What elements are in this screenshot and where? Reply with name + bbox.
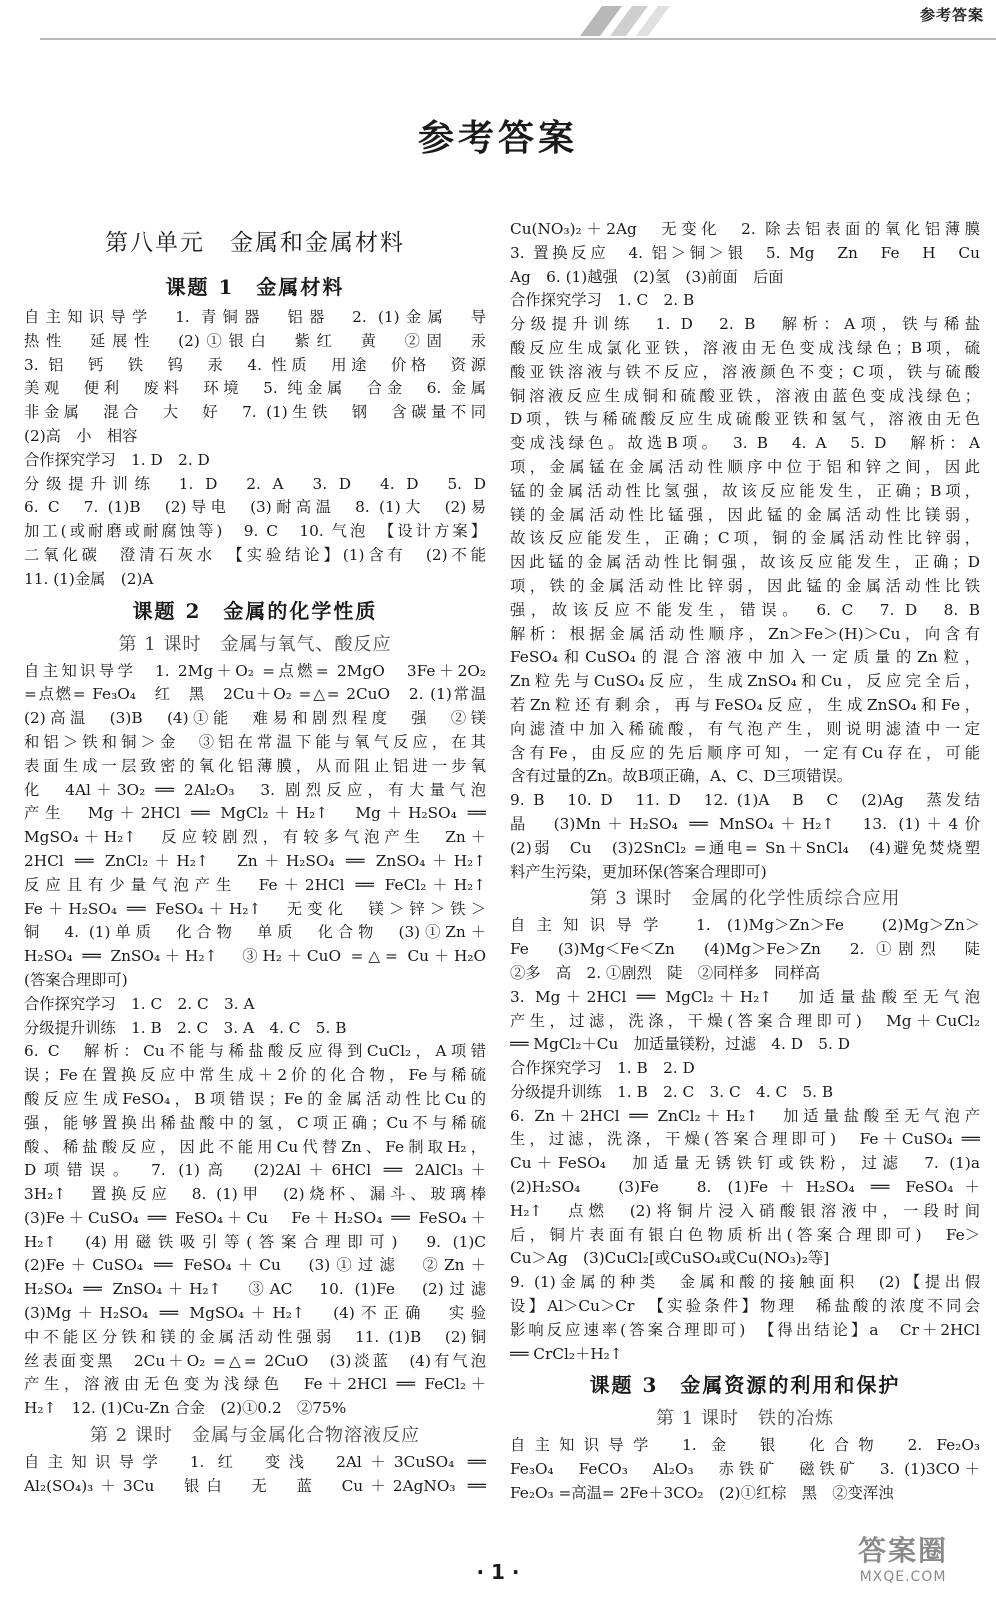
answer-line: 若Zn粒还有剩余，再与FeSO₄反应，生成ZnSO₄和Fe，: [510, 695, 980, 714]
right-column: [510, 218, 980, 1506]
answer-line: 热性 延展性 (2)①银白 紫红 黄 ②固 汞: [24, 331, 486, 350]
answer-line: (3)Mg＋H₂SO₄ ══ MgSO₄＋H₂↑ (4)不正确 实验: [24, 1304, 486, 1323]
answer-line: 酸、稀盐酸反应，因此不能用Cu代替Zn、Fe制取H₂，: [24, 1137, 486, 1156]
answer-line: 反应且有少量气泡产生 Fe＋2HCl ══ FeCl₂＋H₂↑: [24, 875, 486, 894]
answer-line: 产生，溶液由无色变为浅绿色 Fe＋2HCl ══ FeCl₂＋: [24, 1375, 486, 1394]
answer-line: 酸反应生成氯化亚铁，溶液由无色变成浅绿色；B项，硫: [510, 338, 980, 357]
answer-line: 分级提升训练 1. B 2. C 3. A 4. C 5. B: [24, 1018, 347, 1037]
answer-line: D项错误。 7. (1)高 (2)2Al＋6HCl ══ 2AlCl₃＋: [24, 1161, 486, 1180]
watermark-url: MXQE.COM: [859, 1569, 947, 1585]
answer-line: ②多 高 2. ①剧烈 陡 ②同样多 同样高: [510, 963, 821, 982]
watermark-logo-text: 答案圈: [857, 1534, 948, 1567]
answer-line: (2)H₂SO₄ (3)Fe 8. (1)Fe＋H₂SO₄ ══ FeSO₄＋: [510, 1178, 980, 1197]
answer-line: 表面生成一层致密的氧化铝薄膜，从而阻止铝进一步氧: [24, 756, 486, 775]
lesson-heading: 第 3 课时 金属的化学性质综合应用: [589, 888, 901, 910]
answer-line: 9. (1)金属的种类 金属和酸的接触面积 (2)【提出假: [510, 1273, 980, 1292]
answer-line: 误；Fe在置换反应中常生成＋2价的化合物，Fe与稀硫: [24, 1066, 486, 1085]
answer-line: H₂↑ 12. (1)Cu-Zn 合金 (2)①0.2 ②75%: [24, 1399, 347, 1418]
header-label: 参考答案: [919, 6, 984, 24]
answer-line: H₂SO₄ ══ ZnSO₄＋H₂↑ ③AC 10. (1)Fe (2)过滤: [24, 1280, 486, 1299]
answer-line: 自主知识导学 1. 金 银 化合物 2. Fe₂O₃: [510, 1436, 980, 1455]
answer-line: Fe (3)Mg＜Fe＜Zn (4)Mg＞Fe＞Zn 2. ①剧烈 陡: [510, 940, 980, 959]
answer-line: 生，过滤，洗涤，干燥(答案合理即可) Fe＋CuSO₄ ══: [510, 1130, 980, 1149]
answer-line: 自主知识导学 1. 2Mg＋O₂ =点燃= 2MgO 3Fe＋2O₂: [24, 661, 486, 680]
answer-line: 料产生污染，更加环保(答案合理即可): [510, 862, 767, 881]
answer-line: 镁的金属活动性比锰强，因此锰的金属活动性比镁弱，: [510, 505, 980, 524]
answer-line: MgSO₄＋H₂↑ 反应较剧烈，有较多气泡产生 Zn＋: [24, 828, 486, 847]
page-header: [0, 0, 996, 44]
answer-line: 自主知识导学 1. 红 变浅 2Al＋3CuSO₄ ══: [24, 1453, 486, 1472]
answer-line: (2)弱 Cu (3)2SnCl₂ =通电= Sn＋SnCl₄ (4)避免焚烧塑: [510, 838, 980, 857]
answer-line: ══ CrCl₂＋H₂↑: [510, 1344, 623, 1363]
answer-line: ══ MgCl₂＋Cu 加适量镁粉，过滤 4. D 5. D: [510, 1035, 851, 1054]
topic-heading: 课题 1 金属材料: [165, 275, 345, 299]
answer-line: 3. Mg＋2HCl ══ MgCl₂＋H₂↑ 加适量盐酸至无气泡: [510, 987, 980, 1006]
answer-line: 含有Fe，由反应的先后顺序可知，一定有Cu存在，可能: [510, 743, 980, 762]
answer-line: 解析：根据金属活动性顺序，Zn＞Fe＞(H)＞Cu，向含有: [510, 624, 980, 643]
answer-line: 分级提升训练 1. B 2. C 3. C 4. C 5. B: [510, 1082, 834, 1101]
answer-line: 酸反应生成FeSO₄，B项错误；Fe的金属活动性比Cu的: [24, 1089, 486, 1108]
answer-line: 因此锰的金属活动性比铜强，故该反应能发生，正确；D: [510, 553, 980, 572]
answer-line: Zn粒先与CuSO₄反应，生成ZnSO₄和Cu，反应完全后，: [510, 672, 980, 691]
answer-line: D项，铁与稀硫酸反应生成硫酸亚铁和氢气，溶液由无色: [510, 410, 980, 429]
answer-line: (2)高温 (3)B (4)①能 难易和剧烈程度 强 ②镁: [24, 709, 486, 728]
answer-line: 3. 置换反应 4. 铝＞铜＞银 5. Mg Zn Fe H Cu: [510, 243, 980, 262]
answer-line: 合作探究学习 1. D 2. D: [24, 450, 210, 469]
answer-line: 合作探究学习 1. B 2. D: [510, 1059, 695, 1078]
answer-line: 二氧化碳 澄清石灰水 【实验结论】(1)含有 (2)不能: [24, 545, 486, 564]
answer-line: (2)Fe＋CuSO₄ ══ FeSO₄＋Cu (3)①过滤 ②Zn＋: [24, 1256, 486, 1275]
answer-line: Ag 6. (1)越强 (2)氢 (3)前面 后面: [510, 267, 784, 286]
answer-line: Fe₂O₃ =高温= 2Fe＋3CO₂ (2)①红棕 黑 ②变浑浊: [510, 1484, 894, 1503]
answer-line: H₂↑ (4)用磁铁吸引等(答案合理即可) 9. (1)C: [24, 1232, 486, 1251]
answer-line: 加工(或耐磨或耐腐蚀等) 9. C 10. 气泡 【设计方案】: [24, 522, 486, 541]
answer-line: 后，铜片表面有银白色物质析出(答案合理即可) Fe＞: [510, 1225, 980, 1244]
answer-line: 6. C 解析：Cu不能与稀盐酸反应得到CuCl₂，A项错: [24, 1042, 486, 1061]
answer-line: 合作探究学习 1. C 2. C 3. A: [24, 994, 255, 1013]
answer-line: 中不能区分铁和镁的金属活动性强弱 11. (1)B (2)铜: [24, 1327, 486, 1346]
answer-line: 合作探究学习 1. C 2. B: [510, 291, 695, 310]
answer-line: 含有过量的Zn。故B项正确，A、C、D三项错误。: [510, 767, 853, 786]
answer-line: 11. (1)金属 (2)A: [24, 569, 154, 588]
answer-line: (答案合理即可): [24, 970, 128, 989]
answer-line: 丝表面变黑 2Cu＋O₂ =△= 2CuO (3)淡蓝 (4)有气泡: [24, 1351, 486, 1370]
answer-line: H₂SO₄ ══ ZnSO₄＋H₂↑ ③H₂＋CuO =△= Cu＋H₂O: [24, 947, 486, 966]
answer-line: 锰的金属活动性比氢强，故该反应能发生，正确；B项，: [510, 481, 980, 500]
answer-line: 3. 铝 钙 铁 钨 汞 4. 性质 用途 价格 资源: [24, 355, 486, 374]
site-watermark: [828, 1534, 978, 1592]
answer-line: (2)高 小 相容: [24, 426, 138, 445]
answer-line: 铜溶液反应生成铜和硫酸亚铁，溶液由蓝色变成浅绿色；: [510, 386, 980, 405]
answer-line: 强，能够置换出稀盐酸中的氢，C项正确；Cu不与稀硫: [24, 1113, 486, 1132]
answer-line: 2HCl ══ ZnCl₂＋H₂↑ Zn＋H₂SO₄ ══ ZnSO₄＋H₂↑: [24, 851, 486, 870]
answer-line: 3H₂↑ 置换反应 8. (1)甲 (2)烧杯、漏斗、玻璃棒: [24, 1185, 486, 1204]
topic-heading: 课题 2 金属的化学性质: [132, 598, 378, 623]
answer-line: =点燃= Fe₃O₄ 红 黑 2Cu＋O₂ =△= 2CuO 2. (1)常温: [24, 685, 486, 704]
answer-line: 设】Al＞Cu＞Cr 【实验条件】物理 稀盐酸的浓度不同会: [510, 1297, 980, 1316]
answer-line: 化 4Al＋3O₂ ══ 2Al₂O₃ 3. 剧烈反应，有大量气泡: [24, 780, 486, 799]
answer-line: Fe＋H₂SO₄ ══ FeSO₄＋H₂↑ 无变化 镁＞锌＞铁＞: [24, 899, 486, 918]
answer-line: 分级提升训练 1. D 2. B 解析：A项，铁与稀盐: [510, 315, 980, 334]
lesson-heading: 第 1 课时 铁的冶炼: [656, 1408, 834, 1430]
header-rule: [40, 38, 996, 40]
answer-line: 6. C 7. (1)B (2)导电 (3)耐高温 8. (1)大 (2)易: [24, 498, 486, 517]
answer-line: Cu＋FeSO₄ 加适量无锈铁钉或铁粉，过滤 7. (1)a: [510, 1154, 980, 1173]
unit-heading: 第八单元 金属和金属材料: [105, 230, 405, 256]
answer-line: 项，金属锰在金属活动性顺序中位于铝和锌之间，因此: [510, 457, 980, 476]
answer-line: 6. Zn＋2HCl ══ ZnCl₂＋H₂↑ 加适量盐酸至无气泡产: [510, 1106, 980, 1125]
lesson-heading: 第 2 课时 金属与金属化合物溶液反应: [90, 1425, 420, 1447]
answer-line: 产生 Mg＋2HCl ══ MgCl₂＋H₂↑ Mg＋H₂SO₄ ══: [24, 804, 486, 823]
left-column: [24, 222, 486, 1499]
answer-line: Cu(NO₃)₂＋2Ag 无变化 2. 除去铝表面的氧化铝薄膜: [510, 220, 980, 238]
answer-line: 自主知识导学 1. 青铜器 铝器 2. (1)金属 导: [24, 308, 486, 326]
page-number: · 1 ·: [476, 1560, 520, 1584]
answer-line: 故该反应能发生，正确；C项，铜的金属活动性比锌弱，: [510, 529, 980, 548]
answer-line: 强，故该反应不能发生，错误。 6. C 7. D 8. B: [510, 600, 980, 619]
answer-line: 铜 4. (1)单质 化合物 单质 化合物 (3)①Zn＋: [24, 923, 486, 942]
lesson-heading: 第 1 课时 金属与氧气、酸反应: [118, 633, 392, 655]
answer-line: FeSO₄和CuSO₄的混合溶液中加入一定质量的Zn粒，: [510, 648, 980, 667]
answer-line: Cu＞Ag (3)CuCl₂[或CuSO₄或Cu(NO₃)₂等]: [510, 1249, 830, 1268]
answer-line: H₂↑ 点燃 (2)将铜片浸入硝酸银溶液中，一段时间: [510, 1201, 980, 1220]
topic-heading: 课题 3 金属资源的利用和保护: [589, 1373, 901, 1398]
answer-line: (3)Fe＋CuSO₄ ══ FeSO₄＋Cu Fe＋H₂SO₄ ══ FeSO₄＋: [24, 1208, 486, 1227]
header-stripes-decoration: [560, 0, 700, 40]
answer-line: 向滤渣中加入稀硫酸，有气泡产生，则说明滤渣中一定: [510, 719, 980, 738]
answer-line: 影响反应速率(答案合理即可) 【得出结论】a Cr＋2HCl: [510, 1320, 980, 1339]
answer-line: 晶 (3)Mn＋H₂SO₄ ══ MnSO₄＋H₂↑ 13. (1)＋4价: [510, 814, 980, 833]
answer-line: 9. B 10. D 11. D 12. (1)A B C (2)Ag 蒸发结: [510, 791, 980, 810]
answer-line: 美观 便利 废料 环境 5. 纯金属 合金 6. 金属: [24, 379, 486, 398]
answer-line: Fe₃O₄ FeCO₃ Al₂O₃ 赤铁矿 磁铁矿 3. (1)3CO＋: [510, 1460, 980, 1479]
answer-line: 自主知识导学 1. (1)Mg＞Zn＞Fe (2)Mg＞Zn＞: [510, 916, 980, 935]
answer-line: Al₂(SO₄)₃＋3Cu 银白 无 蓝 Cu＋2AgNO₃ ══: [24, 1476, 486, 1495]
answer-line: 酸亚铁溶液与铁不反应，溶液颜色不变；C项，铁与硫酸: [510, 362, 980, 381]
answer-line: 产生，过滤，洗涤，干燥(答案合理即可) Mg＋CuCl₂: [510, 1011, 980, 1030]
answer-line: 和铝＞铁和铜＞金 ③铝在常温下能与氧气反应，在其: [24, 732, 486, 751]
answer-line: 变成浅绿色。故选B项。 3. B 4. A 5. D 解析：A: [510, 434, 980, 453]
answer-line: 分级提升训练 1. D 2. A 3. D 4. D 5. D: [24, 474, 486, 493]
page-title: 参考答案: [417, 118, 578, 159]
answer-line: 非金属 混合 大 好 7. (1)生铁 钢 含碳量不同: [24, 403, 486, 422]
answer-line: 项，铁的金属活动性比锌弱，因此锰的金属活动性比铁: [510, 576, 980, 595]
